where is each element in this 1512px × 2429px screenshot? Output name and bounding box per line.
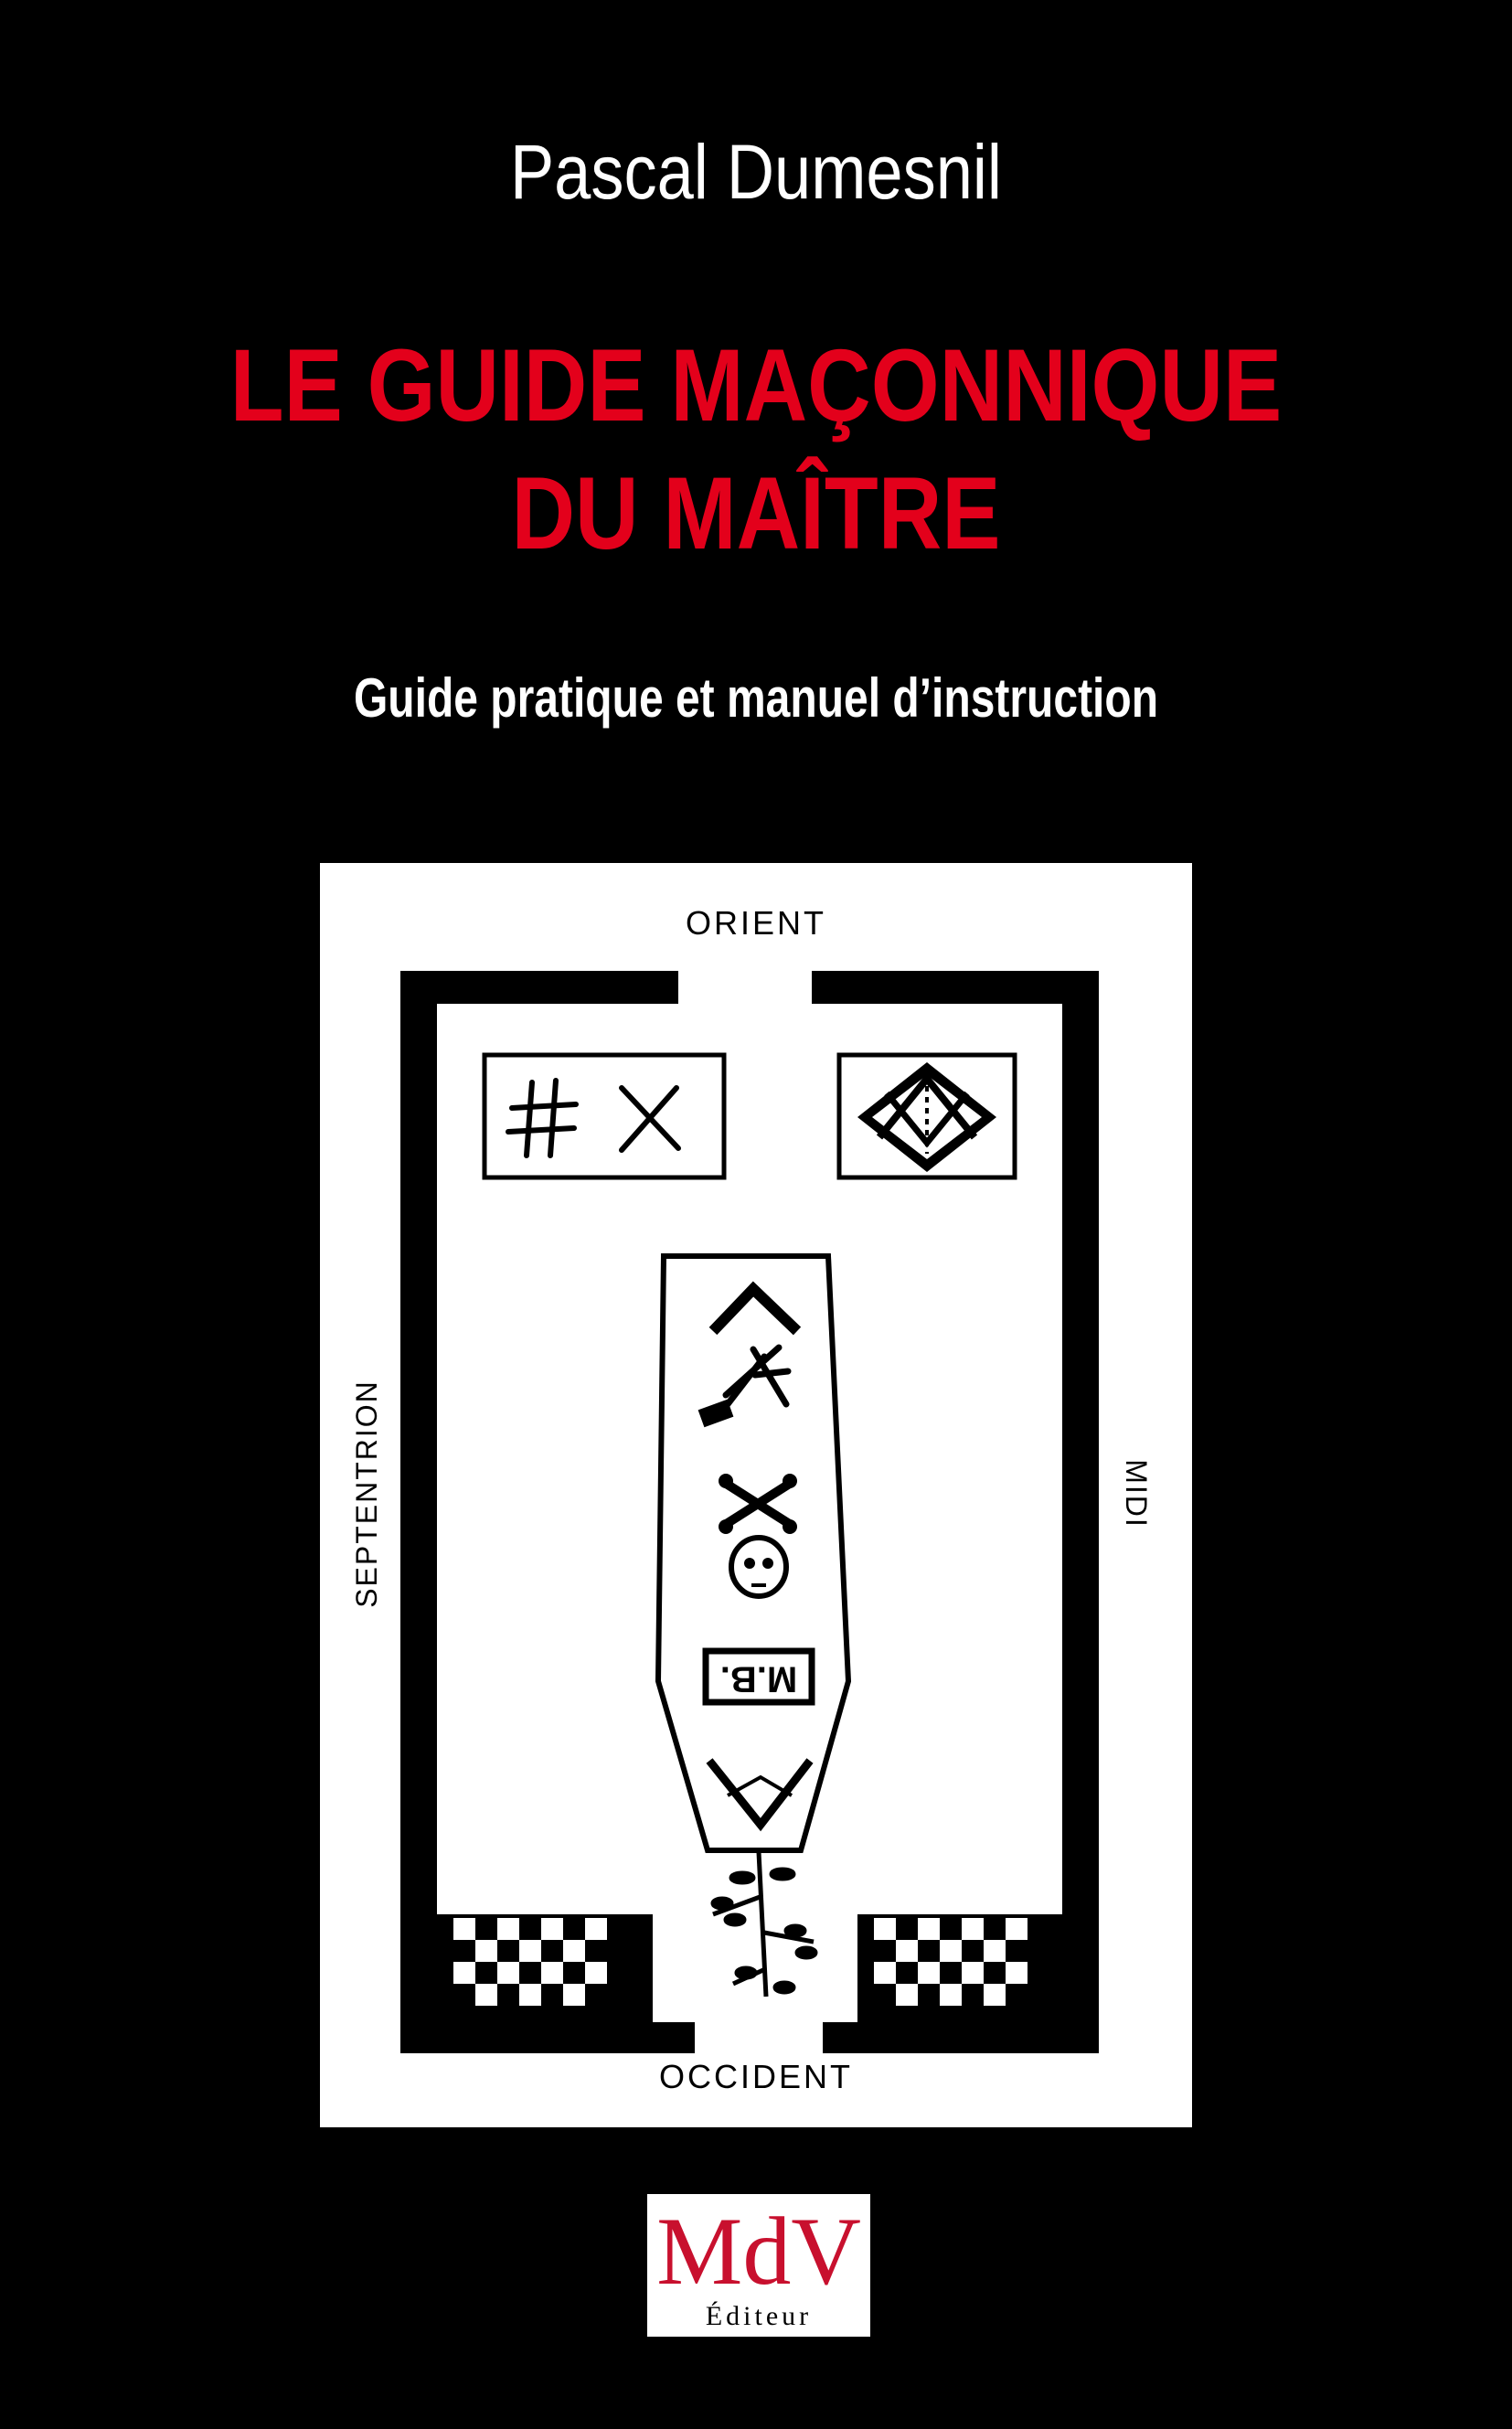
lodge-diagram-drawing	[320, 863, 1192, 2127]
lodge-diagram	[320, 863, 1192, 2127]
coffin	[658, 1256, 848, 1850]
title-line-2: DU MAÎTRE	[511, 456, 1001, 570]
label-midi: MIDI	[1120, 1459, 1153, 1529]
book-subtitle: Guide pratique et manuel d’instruction	[353, 667, 1159, 729]
book-title	[106, 322, 1406, 578]
label-orient: ORIENT	[685, 904, 827, 942]
mosaic-pavement-left	[437, 1914, 653, 2022]
publisher-logo	[647, 2194, 870, 2337]
title-line-1: LE GUIDE MAÇONNIQUE	[229, 328, 1283, 442]
coffin-label: M.B.	[719, 1658, 798, 1699]
author-name: Pascal Dumesnil	[509, 129, 1002, 215]
tracing-board-right	[839, 1055, 1015, 1177]
mosaic-pavement-right	[857, 1914, 1062, 2022]
label-septentrion: SEPTENTRION	[350, 1380, 383, 1608]
publisher-logo-subtitle: Éditeur	[705, 2301, 813, 2331]
tracing-board-left	[484, 1055, 724, 1177]
publisher-logo-mark: MdV	[656, 2198, 861, 2305]
label-occident: OCCIDENT	[659, 2058, 853, 2095]
acacia-sprig	[713, 1852, 815, 1997]
